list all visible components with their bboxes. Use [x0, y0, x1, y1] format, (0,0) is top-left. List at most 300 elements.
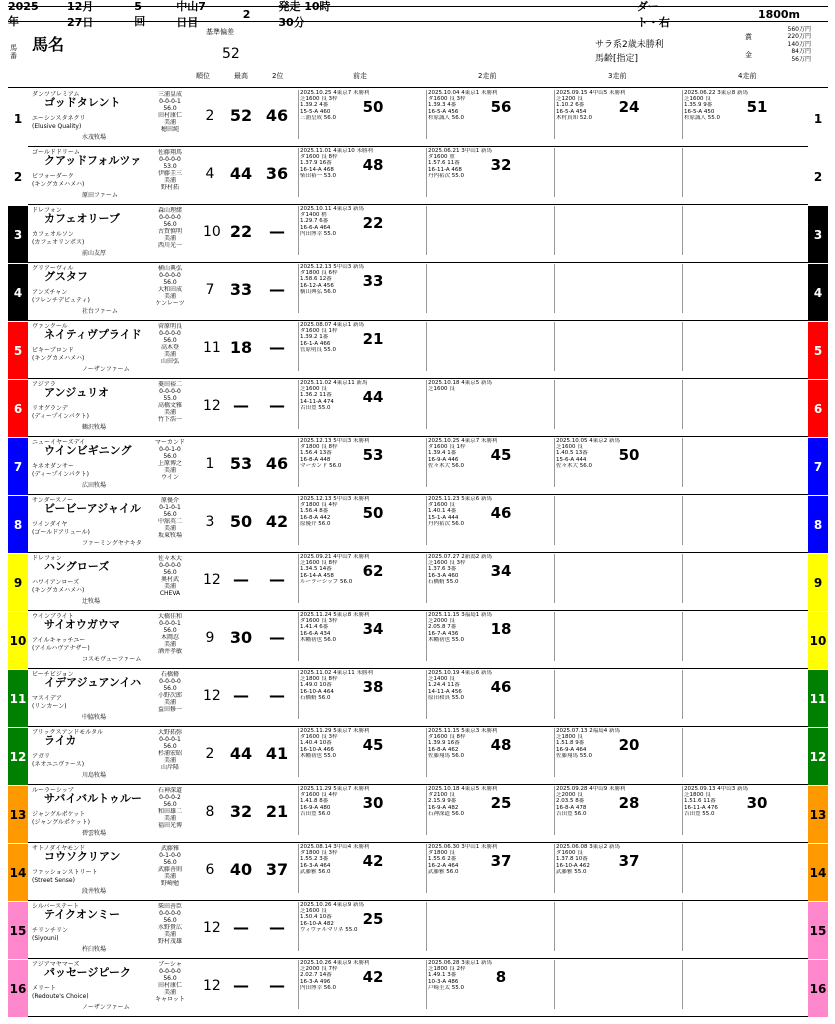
past-race-index: 42 — [359, 858, 387, 864]
prev2-label: 2走前 — [478, 72, 497, 80]
past-race-line: 2025.07.13 2福島4 新馬 — [556, 728, 620, 734]
horse-meta-line: 美浦 — [163, 351, 176, 358]
horse-meta-line: 美浦 — [163, 119, 176, 126]
past-race-line: 2025.06.28 3東京1 新馬 — [428, 960, 492, 966]
horse-dam-sire: (キングカメハメハ) — [32, 181, 85, 188]
horse-number-left: 3 — [8, 206, 28, 263]
past-race-line: 16-10-A 464 — [300, 688, 334, 695]
past-race-3 — [554, 322, 682, 371]
past-race-line: マーカンド 56.0 — [300, 462, 342, 469]
past-race-2 — [426, 612, 554, 661]
past-race-line: 14-11-A 474 — [300, 398, 334, 405]
horse-dam: ハワイアンローズ — [32, 579, 80, 586]
past-race-2 — [426, 90, 554, 139]
past-race-1 — [298, 554, 426, 603]
past-race-line: 2025.06.22 3東京8 新馬 — [684, 90, 748, 96]
horse-meta-line: 美浦 — [163, 757, 176, 764]
past-race-line: 2025.10.18 4東京5 新馬 — [428, 380, 492, 386]
past-race-index: 30 — [359, 800, 387, 806]
horse-row — [8, 264, 828, 321]
past-race-index: 44 — [359, 394, 387, 400]
past-race-line: 2025.10.11 4東京3 新馬 — [300, 206, 364, 212]
past-race-line: 2025.12.13 5中山3 未勝利 — [300, 438, 370, 444]
race-kai: 5回 — [134, 0, 146, 28]
horse-number-right: 1 — [808, 90, 828, 147]
past-race-2 — [426, 264, 554, 313]
past-race-line: 16-3-A 464 — [300, 862, 331, 869]
past-race-line: 16-14-A 458 — [300, 572, 334, 579]
horse-meta-line: 56.0 — [163, 685, 177, 692]
horse-rank: 11 — [203, 340, 221, 356]
horse-info — [30, 322, 200, 379]
race-start: 発走 10時30分 — [278, 0, 331, 29]
horse-meta — [142, 729, 198, 771]
past-race-line: 2025.11.01 4東京10 未勝利 — [300, 148, 373, 154]
horse-meta-line: 56.0 — [163, 917, 177, 924]
horse-number-left: 1 — [8, 90, 28, 147]
horse-row — [8, 438, 828, 495]
horse-top-index: — — [233, 976, 249, 995]
past-race-3 — [554, 438, 682, 487]
horse-meta-line: 和田雄二 — [157, 808, 182, 815]
horse-meta-line: 美浦 — [163, 699, 176, 706]
past-race-3 — [554, 902, 682, 951]
horse-second-index: — — [269, 918, 285, 937]
horse-meta-line: 美浦 — [163, 525, 176, 532]
past-race-line: 吉田豊 56.0 — [556, 810, 587, 817]
past-race-line: ダ1800 良 3枠 — [300, 850, 338, 857]
horse-breeder: 広田牧場 — [82, 482, 107, 489]
past-race-4 — [682, 902, 810, 951]
horse-meta-line: 野村拓 — [160, 184, 179, 191]
horse-meta-line: 56.0 — [163, 105, 177, 112]
past-race-2 — [426, 148, 554, 197]
prev4-label: 4走前 — [738, 72, 757, 80]
horse-sire: ドレフォン — [32, 207, 62, 214]
horse-top-index: — — [233, 396, 249, 415]
past-race-index: 42 — [359, 974, 387, 980]
past-race-line: 芝2000 良 — [428, 618, 455, 625]
horse-rank: 12 — [203, 920, 221, 936]
past-race-line: 杉原誠人 56.0 — [428, 114, 464, 121]
horse-meta-line: 55.0 — [163, 395, 177, 402]
past-race-4 — [682, 148, 810, 197]
past-race-index: 28 — [618, 794, 640, 812]
past-race-line: 芝2000 良 7枠 — [300, 966, 338, 973]
past-race-line: 2025.11.24 5東京8 未勝利 — [300, 612, 370, 618]
past-race-line: 芝1600 良 — [428, 386, 455, 393]
horse-info — [30, 496, 200, 553]
past-race-line: 杉原誠人 55.0 — [684, 114, 720, 121]
horse-breeder: コスモヴューファーム — [82, 656, 142, 663]
past-race-line: 2025.12.13 5中山3 新馬 — [300, 264, 364, 270]
horse-sire: ヴァンクール — [32, 323, 68, 330]
past-race-line: 吉田豊 56.0 — [300, 810, 331, 817]
horse-row — [8, 844, 828, 901]
second-label: 2位 — [272, 72, 284, 80]
past-race-3 — [554, 844, 682, 893]
horse-row — [8, 206, 828, 263]
horse-meta-line: 56.0 — [163, 743, 177, 750]
horse-number-right: 10 — [808, 612, 828, 669]
past-race-line: 芝1600 良 — [684, 96, 711, 103]
past-race-line: ダ1600 良 8枠 — [300, 154, 338, 161]
horse-breeder: 前山友厚 — [82, 250, 107, 257]
horse-meta — [142, 439, 198, 481]
horse-second-index: 37 — [265, 860, 289, 879]
past-race-line: 2.03.5 8番 — [556, 798, 585, 805]
horse-meta-line: 0-0-0-2 — [159, 794, 181, 801]
horse-number-right: 9 — [808, 554, 828, 611]
horse-sire: ウインブライト — [32, 613, 74, 620]
past-race-line: 15-6-A 444 — [556, 456, 587, 463]
past-race-index: 48 — [359, 162, 387, 168]
horse-dam-sire: (リンカーン) — [32, 703, 67, 710]
past-race-line: ダ1800 良 — [428, 850, 455, 857]
base-label: 基準偏差 — [206, 28, 234, 36]
horse-name: ウインビギニング — [44, 444, 132, 457]
past-race-line: 原優介 56.0 — [300, 520, 331, 527]
horse-meta-line: 田村康仁 — [157, 112, 182, 119]
past-race-line: 16-5-A 456 — [428, 108, 459, 115]
horse-second-index: — — [269, 628, 285, 647]
past-race-line: 2025.10.26 4東京9 未勝利 — [300, 960, 370, 966]
past-race-line: 1.37.9 16番 — [300, 160, 332, 167]
horse-second-index: — — [269, 338, 285, 357]
horse-dam-sire: (フレンチデピュティ) — [32, 297, 90, 304]
past-race-4 — [682, 264, 810, 313]
horse-row — [8, 148, 828, 205]
horse-meta-line: 柴田善臣 — [157, 903, 182, 910]
horse-number-left: 15 — [8, 902, 28, 959]
horse-row — [8, 902, 828, 959]
past-race-4 — [682, 844, 810, 893]
horse-breeder: ノーザンファーム — [82, 366, 130, 373]
horse-meta-line: 小野次郎 — [157, 692, 182, 699]
horse-meta — [142, 903, 198, 945]
horse-second-index: 46 — [265, 454, 289, 473]
horse-name: アンジュリオ — [44, 386, 109, 399]
horse-meta-line: 美浦 — [163, 583, 176, 590]
prize-3: 140万円 — [787, 40, 811, 48]
past-race-1 — [298, 148, 426, 197]
horse-meta-line: 0-0-0-0 — [159, 562, 181, 569]
past-race-line: 16-5-A 454 — [556, 108, 587, 115]
horse-meta-line: 56.0 — [163, 511, 177, 518]
race-year: 2025年 — [8, 0, 39, 28]
horse-rank: 10 — [203, 224, 221, 240]
past-race-2 — [426, 902, 554, 951]
past-race-line: 2025.10.26 4東京9 新馬 — [300, 902, 364, 908]
past-race-4 — [682, 960, 810, 1009]
horse-meta-line: 高木登 — [160, 344, 179, 351]
past-race-4 — [682, 670, 810, 719]
horse-dam-sire: (Street Sense) — [32, 877, 75, 884]
horse-second-index: 41 — [265, 744, 289, 763]
horse-breeder: ノーザンファーム — [82, 1004, 130, 1011]
past-race-line: 1.58.6 12番 — [300, 276, 332, 283]
horse-name: ライカ — [44, 734, 77, 747]
horse-second-index: 42 — [265, 512, 289, 531]
past-race-index: 48 — [490, 736, 512, 754]
past-race-line: ヴィヴァルマリネ 55.0 — [300, 926, 358, 933]
horse-meta — [142, 555, 198, 597]
past-race-line: 2025.06.30 3中山1 未勝利 — [428, 844, 498, 850]
past-race-index: 45 — [490, 446, 512, 464]
horse-dam: ファッションストリート — [32, 869, 98, 876]
horse-row — [8, 612, 828, 669]
rank-label: 順位 — [196, 72, 210, 80]
past-race-3 — [554, 148, 682, 197]
past-race-2 — [426, 554, 554, 603]
past-race-3 — [554, 90, 682, 139]
past-race-line: ダ1600 良 3枠 — [300, 618, 338, 625]
horse-info — [30, 902, 200, 959]
horse-number-left: 7 — [8, 438, 28, 495]
past-race-2 — [426, 960, 554, 1009]
past-race-3 — [554, 264, 682, 313]
past-race-line: ダ1800 良 6枠 — [300, 270, 338, 277]
race-condition-box — [595, 38, 664, 66]
past-race-line: 1.39.2 4番 — [300, 102, 329, 109]
prize-1: 560万円 — [787, 26, 811, 33]
horse-breeder: 碧雲牧場 — [82, 830, 107, 837]
horse-dam-sire: (Siyouni) — [32, 935, 59, 942]
past-race-line: 16-7-A 436 — [428, 630, 459, 637]
horse-top-index: 50 — [229, 512, 253, 531]
horse-sire: アジアマヤマーズ — [32, 961, 80, 968]
horse-meta-line: 美浦 — [163, 235, 176, 242]
horse-number-right: 8 — [808, 496, 828, 553]
past-race-line: 芝1800 良 — [556, 734, 583, 741]
past-race-line: ダ1600 良 — [428, 502, 455, 509]
horse-meta — [142, 91, 198, 133]
past-race-index: 34 — [359, 626, 387, 632]
past-race-3 — [554, 786, 682, 835]
horse-meta-line: 56.0 — [163, 975, 177, 982]
past-race-line: 16-2-A 464 — [428, 862, 459, 869]
past-race-line: 2025.11.02 4東京11 新馬 — [300, 380, 368, 386]
past-race-line: ダ1600 良 3枠 — [428, 96, 466, 103]
horse-number-right: 16 — [808, 960, 828, 1017]
baban-label: 馬番 — [10, 44, 17, 60]
top-label: 最高 — [234, 72, 248, 80]
past-race-index: 56 — [490, 98, 512, 116]
past-race-line: 1.56.4 13番 — [300, 450, 332, 457]
past-race-line: 10-3-A 486 — [428, 978, 459, 985]
prev3-label: 3走前 — [608, 72, 627, 80]
horse-meta — [142, 323, 198, 365]
horse-dam-sire: (キングカメハメハ) — [32, 355, 85, 362]
past-race-1 — [298, 206, 426, 255]
horse-meta-line: 56.0 — [163, 337, 177, 344]
past-race-index: 46 — [490, 678, 512, 696]
horse-number-right: 14 — [808, 844, 828, 901]
horse-dam: アンズチャン — [32, 289, 68, 296]
horse-second-index: — — [269, 280, 285, 299]
horse-info — [30, 728, 200, 785]
horse-number-left: 2 — [8, 148, 28, 205]
horse-name: グスタフ — [44, 270, 88, 283]
horse-number-left: 13 — [8, 786, 28, 843]
horse-meta-line: 0-0-0-0 — [159, 330, 181, 337]
past-race-index: 50 — [359, 510, 387, 516]
past-race-index: 22 — [359, 220, 387, 226]
horse-info — [30, 438, 200, 495]
horse-name: イデアジュアンイハ — [44, 676, 142, 689]
horse-dam-sire: (カフェオリンポス) — [32, 239, 85, 246]
horse-top-index: — — [233, 918, 249, 937]
past-race-line: 2025.09.28 4中山9 未勝利 — [556, 786, 626, 792]
horse-breeder: 社台ファーム — [82, 308, 118, 315]
prize-label: 賞金 — [745, 33, 752, 59]
horse-number-right: 12 — [808, 728, 828, 785]
past-race-line: 原田和真 55.0 — [428, 694, 464, 701]
horse-rank: 2 — [205, 746, 215, 762]
horse-meta-line: 0-1-0-1 — [159, 504, 181, 511]
horse-meta-line: 0-0-0-0 — [159, 214, 181, 221]
horse-meta — [142, 207, 198, 249]
horse-sire: ゴールドドリーム — [32, 149, 80, 156]
horse-meta-line: 大橋佳和 — [157, 613, 182, 620]
past-race-3 — [554, 496, 682, 545]
past-race-line: 菅原明良 55.0 — [300, 346, 336, 353]
horse-meta-line: 56.0 — [163, 569, 177, 576]
past-race-line: 2025.10.25 4東京7 未勝利 — [428, 438, 498, 444]
horse-number-right: 6 — [808, 380, 828, 437]
past-race-line: 古田豊 55.0 — [300, 404, 331, 411]
horse-name: パッセージピーク — [44, 966, 131, 979]
past-race-line: 1.49.1 3番 — [428, 972, 457, 979]
past-race-index: 53 — [359, 452, 387, 458]
horse-row — [8, 496, 828, 553]
horse-rank: 6 — [205, 862, 215, 878]
past-race-line: 芝1800 良 2枠 — [428, 966, 466, 973]
horse-sire: グリアーヴィル — [32, 265, 74, 272]
past-race-line: 1.51.8 9番 — [556, 740, 585, 747]
past-race-4 — [682, 206, 810, 255]
horse-meta — [142, 787, 198, 829]
past-race-index: 37 — [490, 852, 512, 870]
past-race-line: 16-11-A 468 — [428, 166, 462, 173]
past-race-line: 1.50.4 10番 — [300, 914, 332, 921]
past-race-line: 16-3-A 496 — [300, 978, 331, 985]
past-race-index: 25 — [490, 794, 512, 812]
past-race-1 — [298, 496, 426, 545]
horse-sire: ブリックスアンドモルタル — [32, 729, 103, 736]
past-race-2 — [426, 844, 554, 893]
past-race-line: 芝1600 良 — [300, 908, 327, 915]
past-race-4 — [682, 90, 810, 139]
horse-second-index: — — [269, 686, 285, 705]
horse-number-right: 7 — [808, 438, 828, 495]
horse-meta-line: キャロット — [155, 996, 185, 1003]
horse-meta-line: 森山理緒 — [157, 207, 182, 214]
horse-dam: チリンチリン — [32, 927, 69, 934]
horse-sire: サトノダイヤモンド — [32, 845, 86, 852]
past-race-line: 1.36.2 11番 — [300, 392, 332, 399]
past-race-line: 1.56.4 8番 — [300, 508, 329, 515]
horse-info — [30, 670, 200, 727]
horse-info — [30, 148, 200, 205]
past-race-2 — [426, 728, 554, 777]
prize-2: 220万円 — [787, 33, 811, 41]
past-race-line: 2025.10.04 4東京1 未勝利 — [428, 90, 498, 96]
past-race-line: 16-10-A 462 — [556, 862, 590, 869]
horse-meta-line: 美浦 — [163, 931, 176, 938]
horse-number-right: 5 — [808, 322, 828, 379]
horse-meta — [142, 613, 198, 655]
horse-dam: アガリ — [32, 753, 50, 760]
horse-top-index: — — [233, 570, 249, 589]
past-race-index: 46 — [490, 504, 512, 522]
past-race-line: 三浦皇成 56.0 — [300, 114, 336, 121]
horse-second-index: — — [269, 396, 285, 415]
past-race-line: ダ1600 良 1枠 — [428, 444, 466, 451]
past-race-line: 芝1600 良 3枠 — [300, 96, 338, 103]
past-race-line: 2.02.7 14番 — [300, 972, 332, 979]
past-race-index: 32 — [490, 156, 512, 174]
past-race-1 — [298, 438, 426, 487]
horse-dam-sire: (Elusive Quality) — [32, 123, 82, 130]
horse-second-index: 36 — [265, 164, 289, 183]
past-race-line: 16-9-A 446 — [428, 456, 459, 463]
horse-meta-line: 杉浦宏昭 — [157, 750, 182, 757]
past-race-line: 木幡初也 56.0 — [300, 636, 336, 643]
horse-sire: ルーラーシップ — [32, 787, 74, 794]
past-race-3 — [554, 670, 682, 719]
horse-dam: ツインダイヤ — [32, 521, 68, 528]
past-race-3 — [554, 728, 682, 777]
horse-number-left: 16 — [8, 960, 28, 1017]
horse-top-index: 44 — [229, 164, 253, 183]
horse-breeder: 水茂牧場 — [82, 134, 107, 141]
past-race-2 — [426, 496, 554, 545]
horse-meta-line: 上原博之 — [157, 460, 182, 467]
horse-meta-line: 伊藤圭三 — [157, 170, 182, 177]
past-race-line: 1.39.4 1番 — [428, 450, 457, 457]
horse-meta — [142, 845, 198, 887]
past-race-index: 34 — [490, 562, 512, 580]
past-race-line: 丹内祐次 55.0 — [428, 172, 464, 179]
horse-row — [8, 670, 828, 727]
past-race-line: 2025.11.23 5東京6 新馬 — [428, 496, 492, 502]
horse-meta-line: 美浦 — [163, 409, 176, 416]
horse-meta-line: 0-0-0-0 — [159, 678, 181, 685]
horse-sire: シルバーステート — [32, 903, 80, 910]
past-race-line: 1.51.6 11番 — [684, 798, 716, 805]
past-race-line: 芝1400 良 — [428, 676, 455, 683]
past-race-line: ダ2100 良 — [428, 792, 455, 799]
horse-breeder: 杵臼牧場 — [82, 946, 107, 953]
past-race-4 — [682, 612, 810, 661]
horse-meta-line: 56.0 — [163, 453, 177, 460]
horse-row — [8, 554, 828, 611]
past-race-line: 1.37.8 10番 — [556, 856, 588, 863]
horse-meta — [142, 671, 198, 713]
past-race-1 — [298, 728, 426, 777]
horse-meta-line: 佐藤翔馬 — [157, 149, 182, 156]
past-race-4 — [682, 496, 810, 545]
horse-meta-line: 0-0-0-1 — [159, 98, 181, 105]
past-race-line: 2025.09.13 4中山3 新馬 — [684, 786, 748, 792]
past-race-line: 芝1600 良 — [300, 386, 327, 393]
past-race-index: 45 — [359, 742, 387, 748]
past-race-4 — [682, 322, 810, 371]
past-race-line: 1.29.7 6番 — [300, 218, 329, 225]
past-race-line: 2025.11.02 4東京11 未勝利 — [300, 670, 373, 676]
race-place: 中山7日目 — [176, 0, 206, 29]
